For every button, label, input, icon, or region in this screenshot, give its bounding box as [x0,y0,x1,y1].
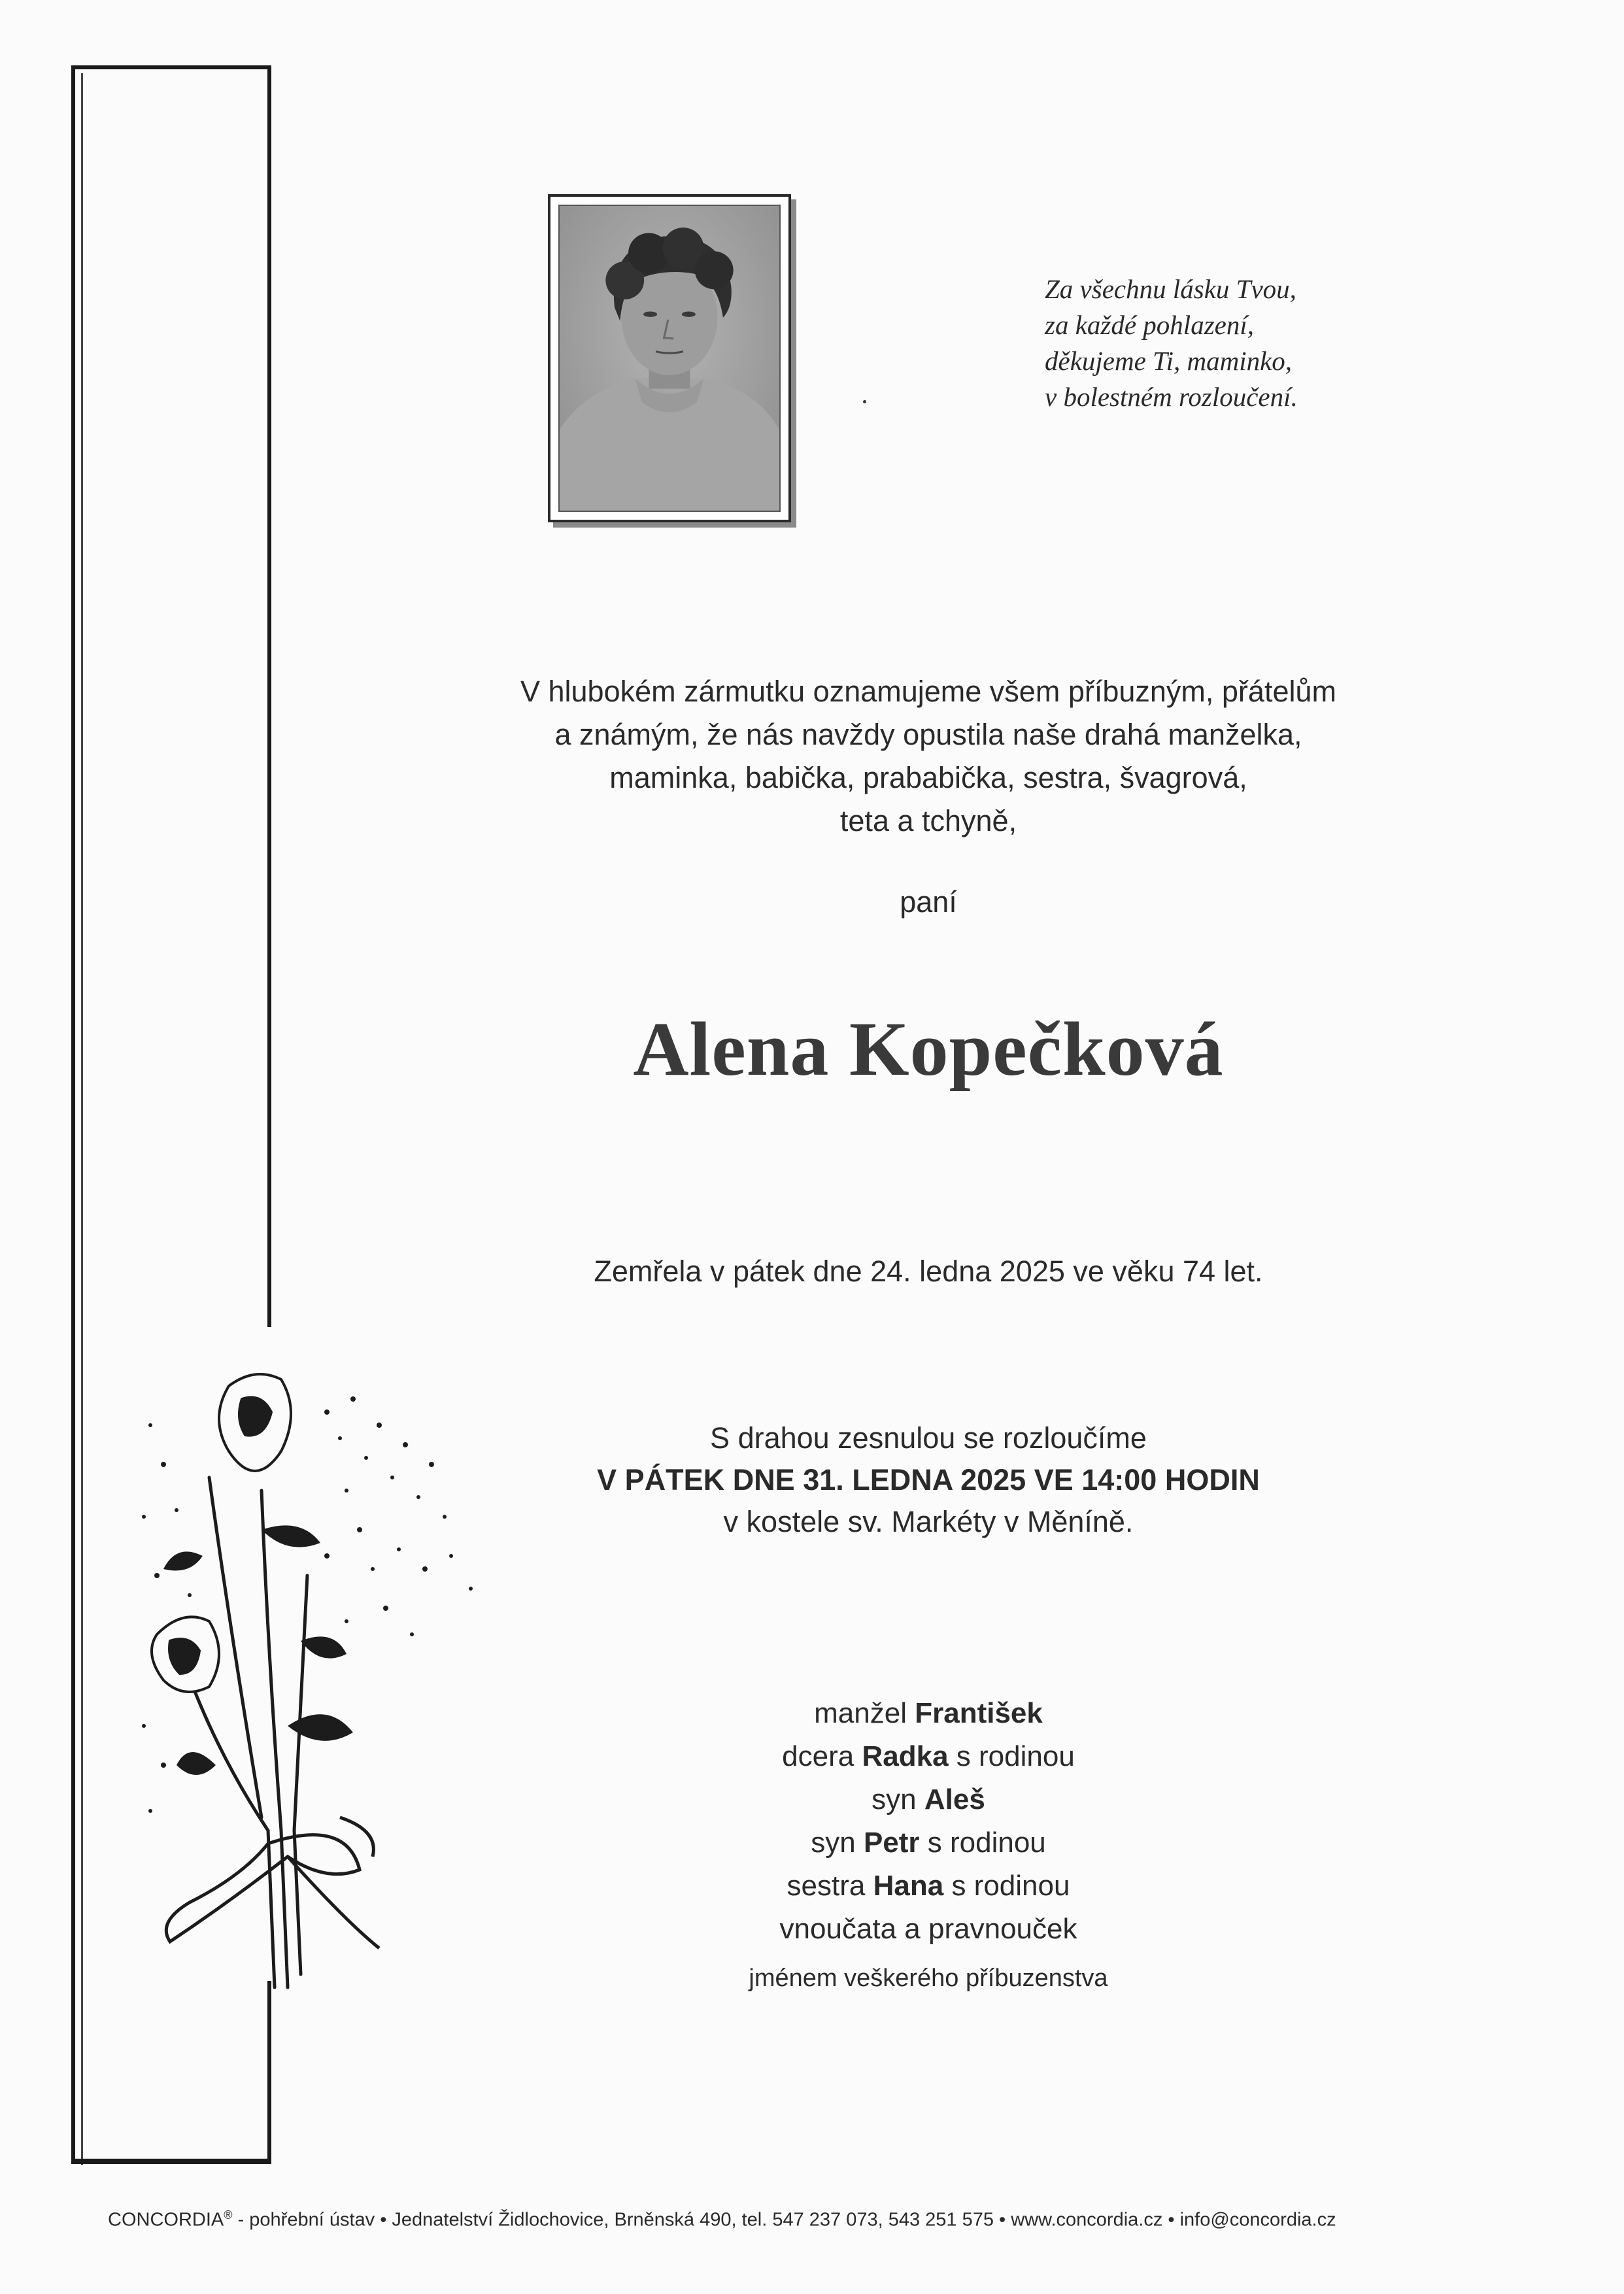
memorial-verse [1045,271,1411,415]
farewell-date: V PÁTEK DNE 31. LEDNA 2025 VE 14:00 HODIN [597,1463,1260,1496]
mourner-item [392,1908,1464,1951]
announcement-text [392,670,1464,843]
mourner-relation: syn [811,1827,856,1859]
announcement-line: V hlubokém zármutku oznamujeme všem příbuzným, přátelům [520,675,1336,708]
farewell-info [392,1417,1464,1543]
behalf-line: jménem veškerého příbuzenstva [749,1965,1108,1992]
frame-right-border-lower [267,1981,271,2164]
mourner-name: Radka [862,1740,949,1772]
mourner-name: Aleš [924,1783,985,1815]
frame-left-inner-line [81,73,83,2165]
portrait-image [558,205,781,512]
announcement-line: a známým, že nás navždy opustila naše drahá manželka, [554,718,1302,751]
verse-line: děkujeme Ti, maminko, [1045,346,1293,376]
deceased-name: Alena Kopečková [633,1006,1224,1092]
mourner-name: Hana [873,1870,944,1902]
mourner-relation: manžel [814,1697,907,1729]
footer-contact: - pohřební ústav • Jednatelství Židlochovice, Brněnská 490, tel. 547 237 073, 543 251 575 • www.concordia.cz • info@concordia.cz [237,2209,1336,2231]
verse-line: za každé pohlazení, [1045,310,1254,340]
mourners-list [392,1692,1464,1951]
mourner-suffix: s rodinou [956,1740,1075,1772]
announcement-line: teta a tchyně, [839,804,1017,837]
farewell-line: S drahou zesnulou se rozloučíme [710,1421,1147,1455]
death-notice: Zemřela v pátek dne 24. ledna 2025 ve věku 74 let. [594,1255,1263,1288]
frame-top-border [71,65,271,69]
mourner-item [392,1864,1464,1908]
mourner-relation: sestra [787,1870,866,1902]
mourner-relation: vnoučata a pravnouček [779,1913,1077,1945]
title-word: paní [900,885,957,919]
frame-bottom-border [71,2159,271,2164]
brand-name: CONCORDIA [108,2209,224,2231]
mourner-item [392,1692,1464,1735]
mourner-item [392,1821,1464,1864]
rose-bouquet-icon [131,1360,497,2000]
frame-left-border [71,65,75,2164]
mourner-relation: syn [871,1783,917,1815]
mourner-suffix: s rodinou [927,1827,1046,1859]
announcement-line: maminka, babička, prababička, sestra, švagrová, [609,761,1247,794]
registered-mark: ® [224,2208,233,2221]
mourner-name: Petr [863,1827,920,1859]
funeral-home-footer [108,2202,1533,2233]
mourner-item [392,1735,1464,1778]
mourner-name: František [915,1697,1043,1729]
speck-mark [863,400,866,403]
frame-right-border-upper [267,65,271,1327]
mourner-suffix: s rodinou [951,1870,1070,1902]
verse-line: v bolestném rozloučení. [1045,382,1298,412]
portrait-photo [548,194,791,522]
verse-line: Za všechnu lásku Tvou, [1045,274,1296,304]
farewell-place: v kostele sv. Markéty v Měníně. [723,1505,1134,1538]
rose-bouquet-illustration [131,1360,497,2000]
mourner-item [392,1778,1464,1821]
mourner-relation: dcera [782,1740,854,1772]
